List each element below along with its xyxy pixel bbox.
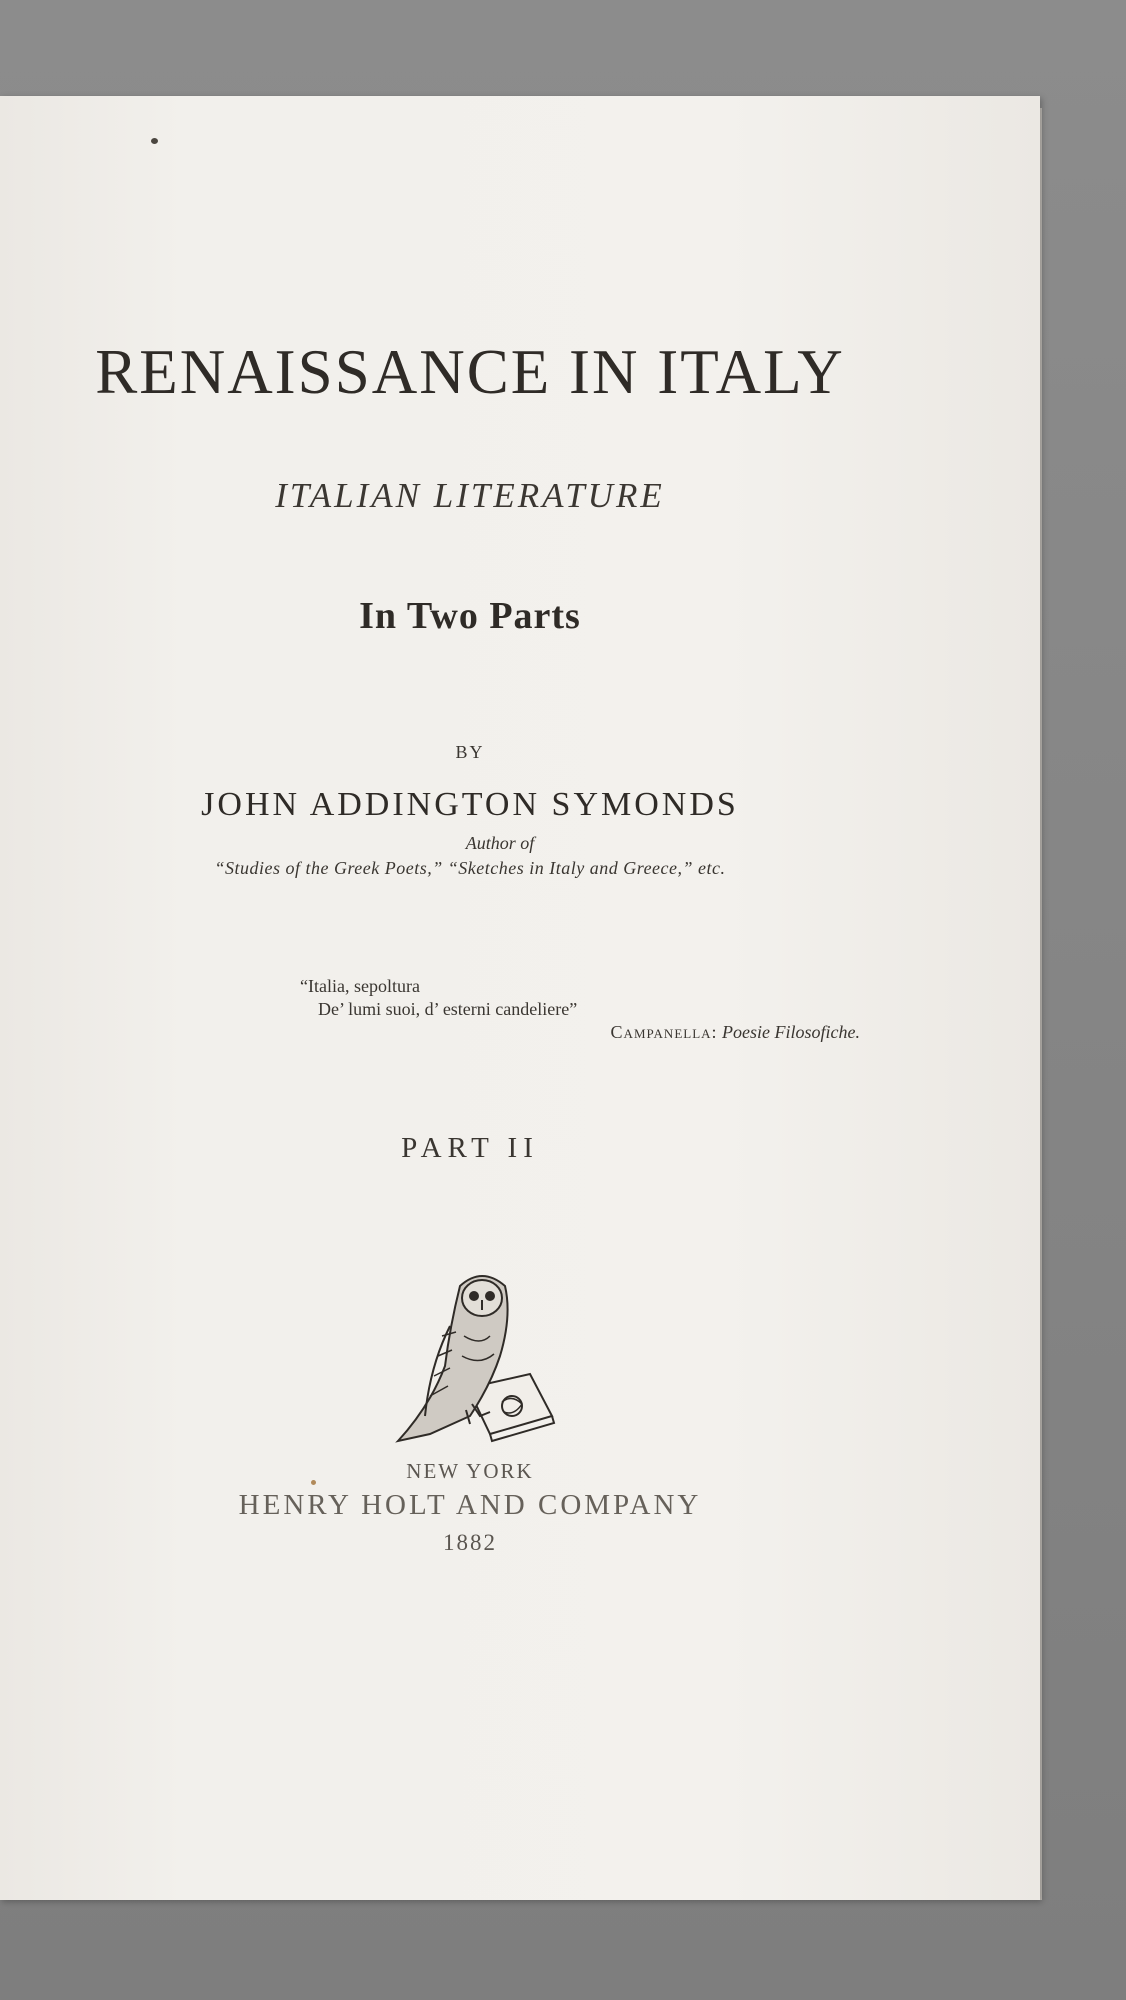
author-of-label: Author of xyxy=(465,833,535,853)
imprint-place: NEW YORK xyxy=(406,1459,534,1483)
epigraph xyxy=(300,976,860,1043)
epigraph-source xyxy=(300,1022,860,1043)
by-label: BY xyxy=(455,742,485,762)
book-title: RENAISSANCE IN ITALY xyxy=(95,337,845,407)
title-page xyxy=(0,96,1040,1900)
part-number: PART II xyxy=(401,1132,539,1164)
imprint-publisher: HENRY HOLT AND COMPANY xyxy=(238,1489,702,1521)
epigraph-source-work: Poesie Filosofiche. xyxy=(722,1022,860,1042)
ink-speck xyxy=(151,138,158,144)
author-name: JOHN ADDINGTON SYMONDS xyxy=(201,786,739,823)
epigraph-line-2: De’ lumi suoi, d’ esterni candeliere” xyxy=(318,999,578,1019)
epigraph-source-name: Campanella: xyxy=(610,1022,718,1042)
epigraph-line-1: “Italia, sepoltura xyxy=(300,976,420,996)
imprint-year: 1882 xyxy=(443,1530,497,1555)
author-works: “Studies of the Greek Poets,” “Sketches in Italy and Greece,” etc. xyxy=(214,858,726,878)
parts-note: In Two Parts xyxy=(359,595,581,637)
owl-on-book-icon xyxy=(390,1266,560,1456)
book-subtitle: ITALIAN LITERATURE xyxy=(275,476,665,515)
